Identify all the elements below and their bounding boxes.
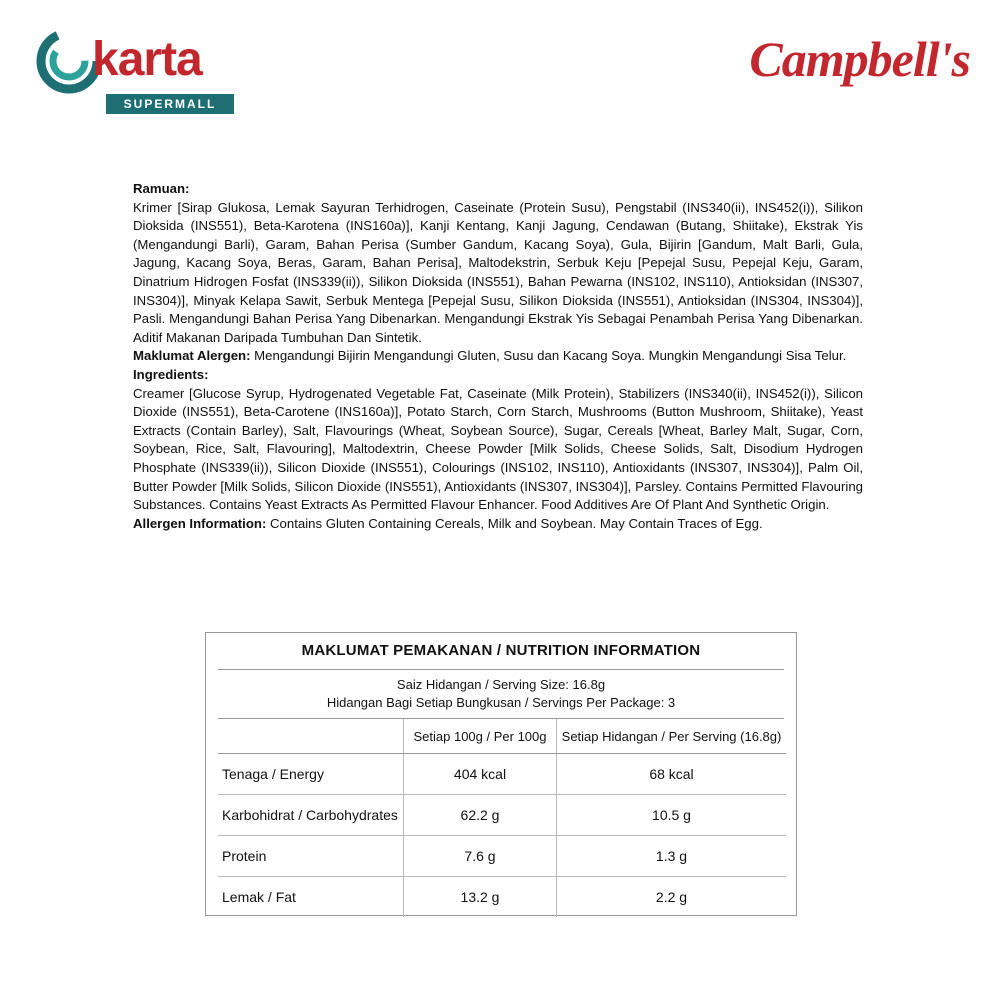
value-per-serving: 1.3 g — [557, 836, 787, 877]
header-per-100g: Setiap 100g / Per 100g — [404, 719, 557, 754]
allergen-information — [133, 515, 863, 534]
value-per-serving: 2.2 g — [557, 877, 787, 918]
table-row — [218, 795, 786, 836]
value-per-serving: 68 kcal — [557, 754, 787, 795]
header-per-serving: Setiap Hidangan / Per Serving (16.8g) — [557, 719, 787, 754]
nutrition-information-panel — [205, 632, 797, 916]
ingredients-text: Creamer [Glucose Syrup, Hydrogenated Vegetable Fat, Caseinate (Milk Protein), Stabilizers (INS340(ii), INS452(i)), Silicon Dioxide (INS551), Beta-Carotene (INS160a)], Potato Starch, Corn Starch, Mushrooms (Button Mushroom, Shiitake), Yeast Extracts (Contain Barley), Salt, Flavourings (Wheat, Soybean Source), Sugar, Cereals [Wheat, Barley Malt, Sugar, Corn, Soybean, Rice, Salt, Flavouring], Maltodextrin, Cheese Powder [Milk Solids, Cheese Solids, Salt, Disodium Hydrogen Phosphate (INS339(ii)), Silicon Dioxide (INS551), Colourings (INS102, INS110), Antioxidants (INS307, INS304)], Palm Oil, Butter Powder [Milk Solids, Silicon Dioxide (INS551), Antioxidants (INS307, INS304)], Parsley. Contains Permitted Flavouring Substances. Contains Yeast Extracts As Permitted Flavour Enhancer. Food Additives Are Of Plant And Synthetic Origin. — [133, 385, 863, 513]
value-per-100g: 62.2 g — [404, 795, 557, 836]
nutrient-label: Lemak / Fat — [222, 889, 296, 905]
value-per-100g: 13.2 g — [404, 877, 557, 918]
maklumat-alergen-text: Mengandungi Bijirin Mengandungi Gluten, Susu dan Kacang Soya. Mungkin Mengandungi Sisa Telur. — [254, 348, 847, 364]
campbells-logo: Campbell's — [749, 31, 970, 87]
serving-info — [218, 670, 784, 719]
header-blank — [218, 719, 404, 754]
karta-wordmark: karta — [92, 33, 202, 86]
nutrient-label: Karbohidrat / Carbohydrates — [218, 795, 404, 836]
ramuan-heading: Ramuan: — [133, 181, 190, 196]
ingredients-panel — [133, 180, 863, 533]
servings-per-package: Hidangan Bagi Setiap Bungkusan / Servings Per Package: 3 — [326, 695, 676, 710]
maklumat-alergen-label: Maklumat Alergen: — [133, 348, 251, 364]
nutrient-label: Tenaga / Energy — [218, 754, 404, 795]
ramuan-text: Krimer [Sirap Glukosa, Lemak Sayuran Terhidrogen, Caseinate (Protein Susu), Pengstabil (INS340(ii), INS452(i)), Silikon Dioksida (INS551), Beta-Karotena (INS160a)], Kanji Kentang, Kanji Jagung, Cendawan (Butang, Shiitake), Ekstrak Yis (Mengandungi Barli), Garam, Bahan Perisa (Sumber Gandum, Kacang Soya), Gula, Bijirin [Gandum, Malt Barli, Gula, Jagung, Kacang Soya, Beras, Garam, Bahan Perisa], Maltodekstrin, Serbuk Keju [Pepejal Susu, Pepejal Keju, Garam, Dinatrium Hidrogen Fosfat (INS339(ii)), Silikon Dioksida (INS551), Bahan Pewarna (INS102, INS110), Antioksidan (INS307, INS304)], Minyak Kelapa Sawit, Serbuk Mentega [Pepejal Susu, Silikon Dioksida (INS551), Antioksidan (INS304, INS304)], Pasli. Mengandungi Bahan Perisa Yang Dibenarkan. Mengandungi Ekstrak Yis Sebagai Penambah Perisa Yang Dibenarkan. Aditif Makanan Daripada Tumbuhan Dan Sintetik. — [133, 199, 863, 345]
ingredients-heading: Ingredients: — [133, 366, 209, 382]
value-per-100g: 7.6 g — [404, 836, 557, 877]
allergen-information-text: Contains Gluten Containing Cereals, Milk and Soybean. May Contain Traces of Egg. — [270, 515, 763, 531]
nutrient-label: Protein — [218, 836, 404, 877]
karta-subtitle: SUPERMALL — [106, 94, 234, 114]
value-per-serving: 10.5 g — [557, 795, 787, 836]
nutrition-header-row — [218, 719, 786, 754]
table-row — [218, 754, 786, 795]
allergen-information-label: Allergen Information: — [133, 515, 267, 531]
nutrition-table — [218, 719, 786, 917]
table-row — [218, 836, 786, 877]
maklumat-alergen — [133, 347, 863, 366]
value-per-100g: 404 kcal — [404, 754, 557, 795]
serving-size: Saiz Hidangan / Serving Size: 16.8g — [396, 677, 606, 692]
table-row — [218, 877, 786, 918]
karta-logo — [36, 24, 217, 124]
nutrition-title: MAKLUMAT PEMAKANAN / NUTRITION INFORMATION — [218, 633, 784, 670]
